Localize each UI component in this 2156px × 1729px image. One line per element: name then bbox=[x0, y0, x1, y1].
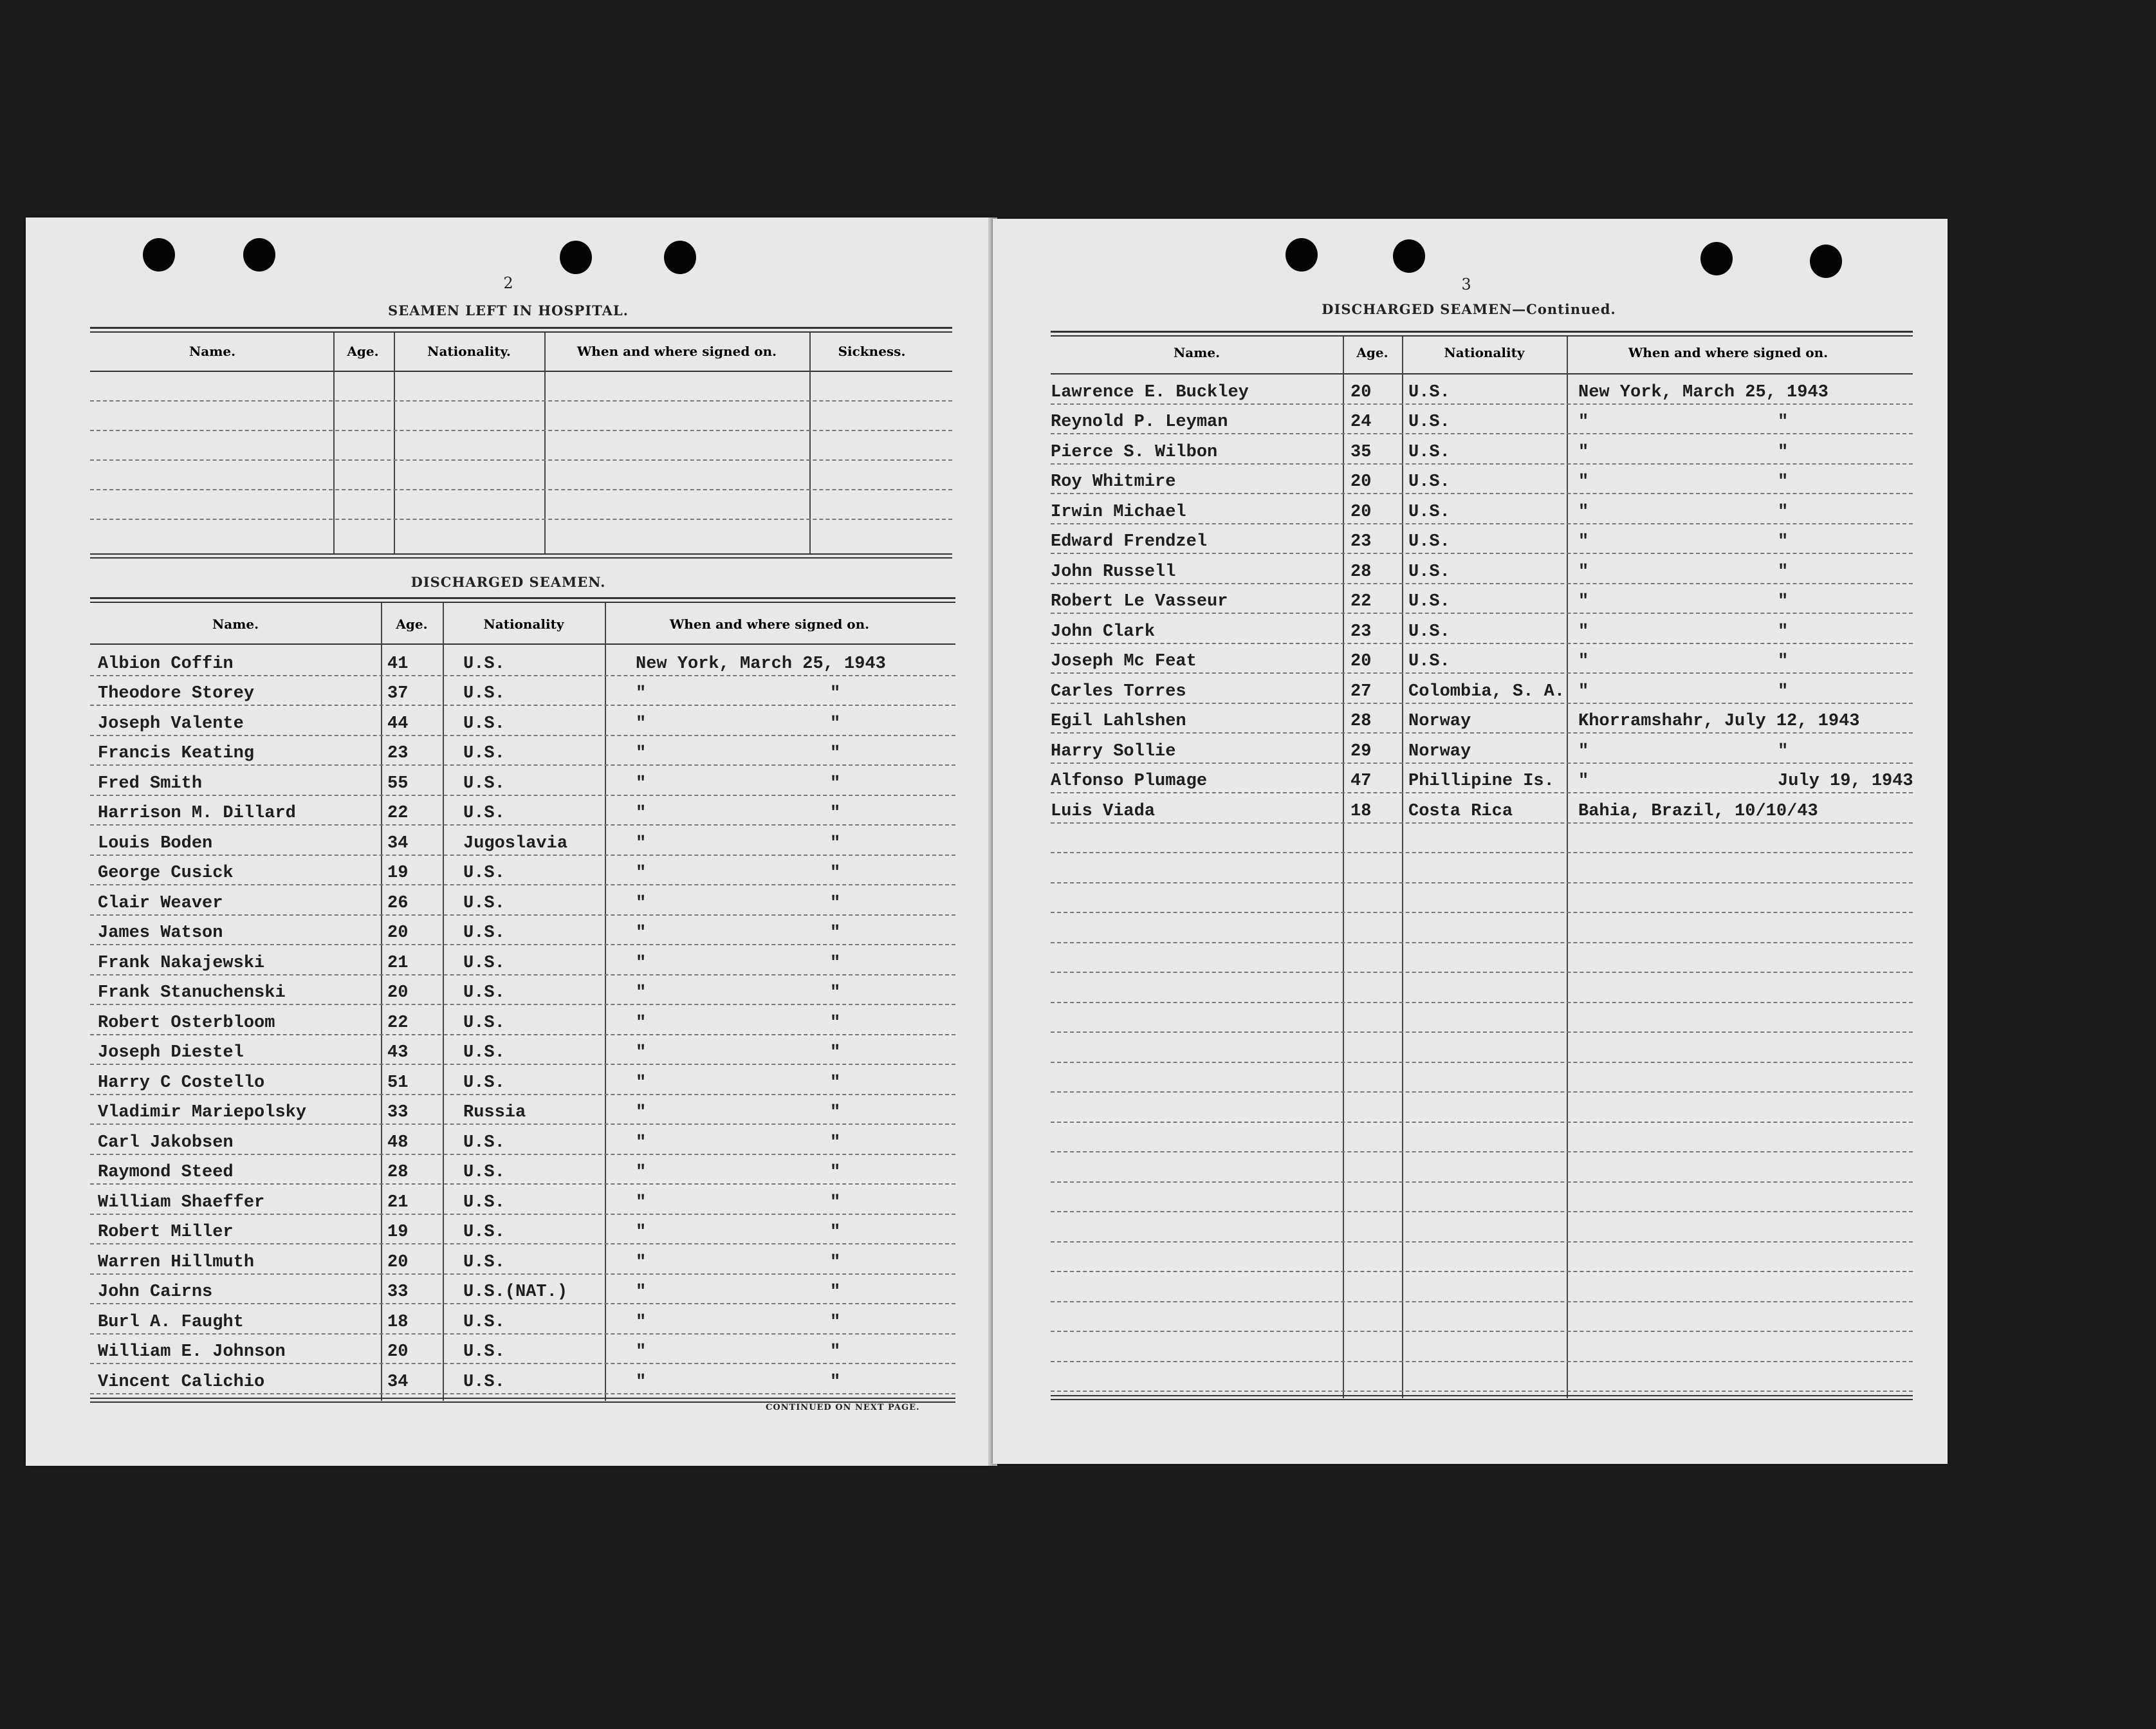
row-signed-on: Bahia, Brazil, 10/10/43 bbox=[1578, 801, 1818, 821]
row-age: 33 bbox=[387, 1282, 409, 1302]
hospital-header-sickness: Sickness. bbox=[838, 344, 906, 359]
page-number: 3 bbox=[1461, 275, 1471, 293]
row-age: 26 bbox=[387, 893, 409, 913]
row-name: Robert Osterbloom bbox=[98, 1013, 275, 1033]
hospital-header-age: Age. bbox=[347, 344, 379, 359]
row-signed-on-detail: " bbox=[830, 953, 841, 973]
row-nationality: U.S. bbox=[463, 804, 505, 823]
row-name: Louis Boden bbox=[98, 833, 213, 853]
row-name: Joseph Valente bbox=[98, 714, 244, 734]
row-age: 44 bbox=[387, 714, 409, 734]
row-age: 20 bbox=[387, 923, 409, 943]
row-name: Pierce S. Wilbon bbox=[1051, 442, 1218, 462]
row-signed-on: " bbox=[636, 893, 647, 913]
row-signed-on: " bbox=[636, 684, 647, 703]
row-signed-on-detail: July 19, 1943 bbox=[1778, 772, 1913, 791]
row-signed-on-detail: " bbox=[1778, 652, 1789, 671]
row-signed-on: " bbox=[636, 1252, 647, 1272]
row-signed-on-detail: " bbox=[830, 1163, 841, 1182]
row-age: 18 bbox=[387, 1312, 409, 1332]
row-signed-on: " bbox=[1578, 442, 1589, 462]
row-age: 23 bbox=[387, 744, 409, 763]
row-signed-on: " bbox=[1578, 472, 1589, 492]
row-nationality: U.S. bbox=[463, 953, 505, 973]
row-name: Harry C Costello bbox=[98, 1073, 265, 1093]
row-name: Harrison M. Dillard bbox=[98, 804, 296, 823]
punch-hole bbox=[143, 238, 175, 272]
row-age: 27 bbox=[1350, 681, 1372, 701]
row-name: Luis Viada bbox=[1051, 801, 1156, 821]
row-nationality: U.S. bbox=[1408, 652, 1450, 671]
row-nationality: Colombia, S. A. bbox=[1408, 681, 1565, 701]
row-signed-on-detail: " bbox=[1778, 472, 1789, 492]
row-signed-on-detail: " bbox=[830, 1073, 841, 1093]
row-name: Fred Smith bbox=[98, 773, 203, 793]
row-age: 18 bbox=[1350, 801, 1372, 821]
row-age: 21 bbox=[387, 953, 409, 973]
row-signed-on: " bbox=[1578, 592, 1589, 611]
row-signed-on: " bbox=[636, 1192, 647, 1212]
row-signed-on-detail: " bbox=[830, 1252, 841, 1272]
row-signed-on-detail: " bbox=[830, 864, 841, 883]
row-signed-on: " bbox=[636, 1223, 647, 1242]
row-signed-on-detail: " bbox=[830, 684, 841, 703]
row-signed-on-detail: " bbox=[1778, 442, 1789, 462]
row-signed-on: " bbox=[636, 1043, 647, 1062]
row-signed-on-detail: " bbox=[1778, 412, 1789, 432]
row-age: 47 bbox=[1350, 772, 1372, 791]
hospital-header-nationality: Nationality. bbox=[427, 344, 511, 359]
row-name: Irwin Michael bbox=[1051, 502, 1186, 522]
discharged-header-nationality: Nationality bbox=[483, 616, 564, 632]
row-signed-on-detail: " bbox=[1778, 562, 1789, 582]
row-age: 23 bbox=[1350, 532, 1372, 551]
row-signed-on: " bbox=[636, 923, 647, 943]
row-name: Joseph Mc Feat bbox=[1051, 652, 1197, 671]
row-signed-on-detail: " bbox=[1778, 502, 1789, 522]
row-signed-on: " bbox=[636, 1312, 647, 1332]
row-age: 34 bbox=[387, 1372, 409, 1392]
row-nationality: Jugoslavia bbox=[463, 833, 568, 853]
punch-hole bbox=[664, 241, 696, 274]
punch-hole bbox=[560, 241, 592, 274]
row-signed-on: " bbox=[636, 1342, 647, 1362]
discharged-header-when-where: When and where signed on. bbox=[669, 616, 870, 632]
row-age: 34 bbox=[387, 833, 409, 853]
row-signed-on: " bbox=[636, 1133, 647, 1152]
row-nationality: U.S. bbox=[463, 1342, 505, 1362]
row-age: 51 bbox=[387, 1073, 409, 1093]
row-nationality: Norway bbox=[1408, 741, 1471, 761]
row-name: Theodore Storey bbox=[98, 684, 255, 703]
row-name: Frank Stanuchenski bbox=[98, 983, 286, 1003]
row-age: 20 bbox=[1350, 652, 1372, 671]
discharged-table bbox=[90, 597, 955, 1408]
row-nationality: U.S.(NAT.) bbox=[463, 1282, 568, 1302]
row-signed-on-detail: " bbox=[830, 773, 841, 793]
row-age: 21 bbox=[387, 1192, 409, 1212]
row-signed-on: " bbox=[636, 1282, 647, 1302]
row-signed-on-detail: " bbox=[830, 1013, 841, 1033]
row-signed-on-detail: " bbox=[830, 714, 841, 734]
hospital-header-name: Name. bbox=[189, 344, 236, 359]
row-nationality: U.S. bbox=[1408, 532, 1450, 551]
row-nationality: Phillipine Is. bbox=[1408, 772, 1554, 791]
row-age: 37 bbox=[387, 684, 409, 703]
row-signed-on-detail: " bbox=[830, 983, 841, 1003]
header-nationality: Nationality bbox=[1444, 345, 1525, 360]
row-signed-on: " bbox=[636, 773, 647, 793]
punch-hole bbox=[243, 238, 275, 272]
row-signed-on: " bbox=[1578, 652, 1589, 671]
row-name: Vladimir Mariepolsky bbox=[98, 1103, 307, 1122]
row-nationality: U.S. bbox=[463, 893, 505, 913]
row-signed-on: " bbox=[1578, 562, 1589, 582]
row-nationality: U.S. bbox=[1408, 592, 1450, 611]
row-age: 28 bbox=[387, 1163, 409, 1182]
hospital-section-title: SEAMEN LEFT IN HOSPITAL. bbox=[388, 302, 629, 319]
row-signed-on: New York, March 25, 1943 bbox=[1578, 382, 1829, 402]
row-signed-on-detail: " bbox=[830, 1342, 841, 1362]
row-signed-on-detail: " bbox=[1778, 592, 1789, 611]
row-nationality: U.S. bbox=[463, 714, 505, 734]
row-nationality: U.S. bbox=[463, 1073, 505, 1093]
row-signed-on: " bbox=[1578, 772, 1589, 791]
row-name: Lawrence E. Buckley bbox=[1051, 382, 1249, 402]
row-nationality: U.S. bbox=[463, 1223, 505, 1242]
row-signed-on-detail: " bbox=[830, 744, 841, 763]
row-nationality: U.S. bbox=[463, 1372, 505, 1392]
row-name: Egil Lahlshen bbox=[1051, 712, 1186, 731]
continued-note: CONTINUED ON NEXT PAGE. bbox=[766, 1403, 920, 1412]
row-age: 20 bbox=[387, 983, 409, 1003]
row-age: 23 bbox=[1350, 622, 1372, 642]
row-signed-on: " bbox=[636, 1103, 647, 1122]
row-age: 55 bbox=[387, 773, 409, 793]
row-signed-on: " bbox=[636, 1073, 647, 1093]
row-signed-on: " bbox=[636, 983, 647, 1003]
row-name: Roy Whitmire bbox=[1051, 472, 1176, 492]
row-nationality: U.S. bbox=[463, 1133, 505, 1152]
row-nationality: U.S. bbox=[463, 923, 505, 943]
row-signed-on-detail: " bbox=[830, 804, 841, 823]
row-signed-on: " bbox=[1578, 532, 1589, 551]
row-name: Francis Keating bbox=[98, 744, 255, 763]
row-signed-on-detail: " bbox=[1778, 741, 1789, 761]
row-signed-on-detail: " bbox=[1778, 532, 1789, 551]
discharged-header-name: Name. bbox=[212, 616, 259, 632]
row-signed-on: " bbox=[636, 1163, 647, 1182]
row-signed-on: " bbox=[636, 714, 647, 734]
row-nationality: U.S. bbox=[1408, 502, 1450, 522]
row-signed-on: " bbox=[636, 953, 647, 973]
row-signed-on: " bbox=[636, 833, 647, 853]
row-nationality: U.S. bbox=[463, 1252, 505, 1272]
row-name: Warren Hillmuth bbox=[98, 1252, 255, 1272]
row-signed-on: " bbox=[636, 1372, 647, 1392]
row-nationality: U.S. bbox=[463, 1163, 505, 1182]
hospital-header-when-where: When and where signed on. bbox=[576, 344, 777, 359]
row-nationality: U.S. bbox=[463, 864, 505, 883]
row-signed-on: " bbox=[1578, 622, 1589, 642]
row-name: John Clark bbox=[1051, 622, 1156, 642]
row-name: Harry Sollie bbox=[1051, 741, 1176, 761]
row-age: 19 bbox=[387, 864, 409, 883]
row-name: Clair Weaver bbox=[98, 893, 223, 913]
row-signed-on: " bbox=[1578, 412, 1589, 432]
row-nationality: U.S. bbox=[463, 654, 505, 674]
row-signed-on-detail: " bbox=[830, 1372, 841, 1392]
row-nationality: U.S. bbox=[1408, 412, 1450, 432]
page-number: 2 bbox=[503, 274, 513, 292]
row-age: 20 bbox=[387, 1252, 409, 1272]
punch-hole bbox=[1700, 242, 1733, 275]
row-nationality: Russia bbox=[463, 1103, 526, 1122]
row-name: Albion Coffin bbox=[98, 654, 234, 674]
row-age: 20 bbox=[387, 1342, 409, 1362]
row-age: 24 bbox=[1350, 412, 1372, 432]
row-name: John Russell bbox=[1051, 562, 1176, 582]
hospital-table bbox=[90, 327, 952, 565]
header-when-where: When and where signed on. bbox=[1628, 345, 1829, 360]
row-signed-on: New York, March 25, 1943 bbox=[636, 654, 886, 674]
row-name: Edward Frendzel bbox=[1051, 532, 1208, 551]
row-signed-on-detail: " bbox=[830, 1312, 841, 1332]
row-name: Reynold P. Leyman bbox=[1051, 412, 1228, 432]
row-age: 35 bbox=[1350, 442, 1372, 462]
punch-hole bbox=[1810, 245, 1842, 278]
row-signed-on-detail: " bbox=[830, 1223, 841, 1242]
row-name: James Watson bbox=[98, 923, 223, 943]
row-name: Robert Miller bbox=[98, 1223, 234, 1242]
row-age: 19 bbox=[387, 1223, 409, 1242]
row-age: 28 bbox=[1350, 562, 1372, 582]
row-signed-on-detail: " bbox=[830, 1192, 841, 1212]
row-name: Vincent Calichio bbox=[98, 1372, 265, 1392]
row-signed-on: Khorramshahr, July 12, 1943 bbox=[1578, 712, 1860, 731]
row-age: 20 bbox=[1350, 502, 1372, 522]
row-age: 22 bbox=[387, 1013, 409, 1033]
row-name: Carl Jakobsen bbox=[98, 1133, 234, 1152]
row-nationality: U.S. bbox=[463, 684, 505, 703]
row-signed-on: " bbox=[1578, 502, 1589, 522]
row-signed-on-detail: " bbox=[830, 833, 841, 853]
row-nationality: Costa Rica bbox=[1408, 801, 1513, 821]
row-name: Frank Nakajewski bbox=[98, 953, 265, 973]
row-signed-on: " bbox=[1578, 741, 1589, 761]
row-signed-on-detail: " bbox=[830, 893, 841, 913]
row-name: Robert Le Vasseur bbox=[1051, 592, 1228, 611]
row-signed-on-detail: " bbox=[1778, 622, 1789, 642]
header-age: Age. bbox=[1356, 345, 1388, 360]
discharged-continued-table bbox=[1051, 331, 1913, 1399]
row-name: Carles Torres bbox=[1051, 681, 1186, 701]
row-name: William Shaeffer bbox=[98, 1192, 265, 1212]
row-signed-on-detail: " bbox=[1778, 681, 1789, 701]
row-signed-on: " bbox=[636, 744, 647, 763]
row-nationality: U.S. bbox=[463, 773, 505, 793]
row-signed-on: " bbox=[636, 804, 647, 823]
row-name: William E. Johnson bbox=[98, 1342, 286, 1362]
row-nationality: U.S. bbox=[463, 1192, 505, 1212]
row-signed-on-detail: " bbox=[830, 923, 841, 943]
row-nationality: U.S. bbox=[1408, 562, 1450, 582]
row-name: John Cairns bbox=[98, 1282, 213, 1302]
row-age: 22 bbox=[1350, 592, 1372, 611]
row-nationality: U.S. bbox=[463, 744, 505, 763]
row-name: Raymond Steed bbox=[98, 1163, 234, 1182]
row-age: 43 bbox=[387, 1043, 409, 1062]
row-nationality: U.S. bbox=[463, 1013, 505, 1033]
row-nationality: U.S. bbox=[463, 1043, 505, 1062]
row-signed-on: " bbox=[636, 1013, 647, 1033]
row-nationality: U.S. bbox=[1408, 622, 1450, 642]
discharged-header-age: Age. bbox=[396, 616, 428, 632]
row-age: 20 bbox=[1350, 472, 1372, 492]
row-nationality: U.S. bbox=[463, 1312, 505, 1332]
row-age: 28 bbox=[1350, 712, 1372, 731]
row-signed-on: " bbox=[1578, 681, 1589, 701]
row-signed-on-detail: " bbox=[830, 1133, 841, 1152]
row-nationality: U.S. bbox=[1408, 472, 1450, 492]
row-name: Alfonso Plumage bbox=[1051, 772, 1208, 791]
punch-hole bbox=[1285, 238, 1318, 272]
discharged-continued-title: DISCHARGED SEAMEN—Continued. bbox=[1322, 301, 1616, 317]
row-age: 33 bbox=[387, 1103, 409, 1122]
row-signed-on-detail: " bbox=[830, 1103, 841, 1122]
row-name: Burl A. Faught bbox=[98, 1312, 244, 1332]
row-signed-on-detail: " bbox=[830, 1282, 841, 1302]
punch-hole bbox=[1393, 239, 1425, 273]
row-signed-on-detail: " bbox=[830, 1043, 841, 1062]
right-page bbox=[993, 219, 1948, 1464]
row-age: 48 bbox=[387, 1133, 409, 1152]
discharged-section-title: DISCHARGED SEAMEN. bbox=[410, 574, 606, 590]
row-age: 29 bbox=[1350, 741, 1372, 761]
row-age: 41 bbox=[387, 654, 409, 674]
left-page bbox=[26, 217, 993, 1466]
row-nationality: U.S. bbox=[1408, 442, 1450, 462]
row-nationality: U.S. bbox=[1408, 382, 1450, 402]
row-nationality: Norway bbox=[1408, 712, 1471, 731]
row-name: Joseph Diestel bbox=[98, 1043, 244, 1062]
row-name: George Cusick bbox=[98, 864, 234, 883]
row-age: 20 bbox=[1350, 382, 1372, 402]
row-nationality: U.S. bbox=[463, 983, 505, 1003]
header-name: Name. bbox=[1173, 345, 1221, 360]
row-signed-on: " bbox=[636, 864, 647, 883]
row-age: 22 bbox=[387, 804, 409, 823]
